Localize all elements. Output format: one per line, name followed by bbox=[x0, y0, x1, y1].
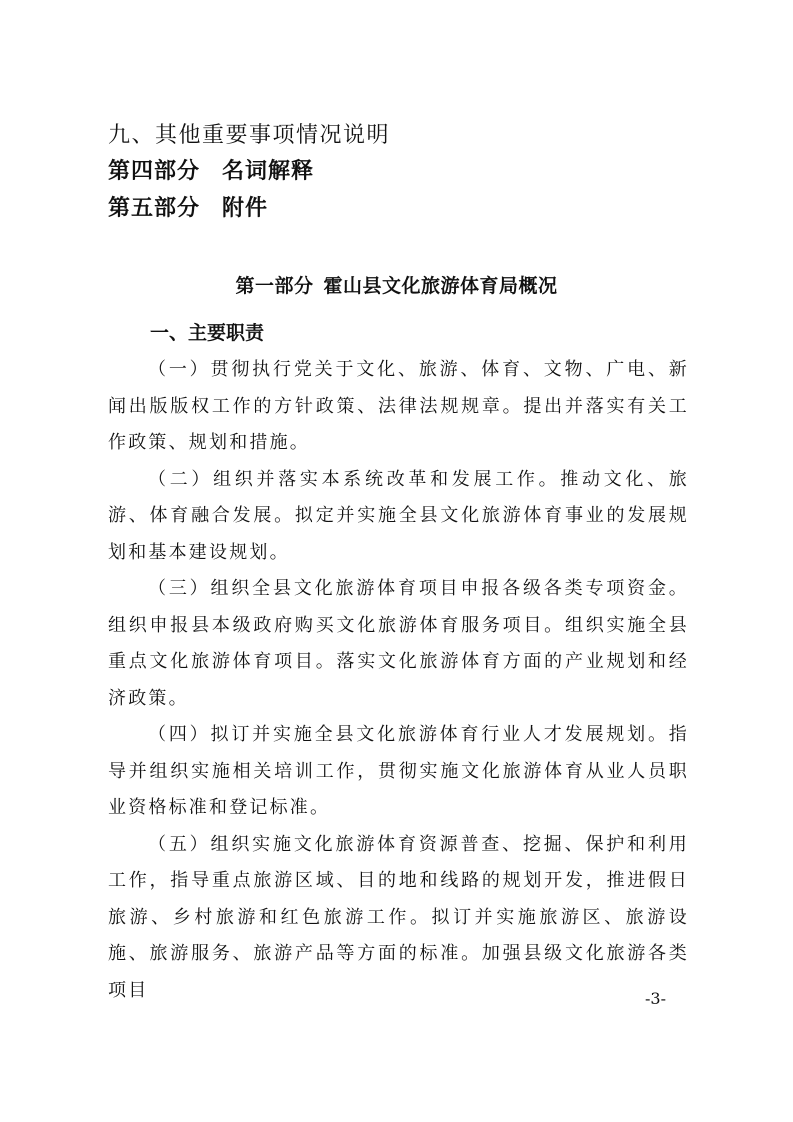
part-1-heading: 霍山县文化旅游体育局概况 bbox=[323, 275, 558, 297]
section-heading: 一、主要职责 bbox=[150, 322, 265, 344]
paragraph: （四）拟订并实施全县文化旅游体育行业人才发展规划。指导并组织实施相关培训工作，贯彻实施文化旅游体育从业人员职业资格标准和登记标准。 bbox=[108, 724, 689, 818]
page-number: -3- bbox=[645, 989, 666, 1008]
paragraph: （五）组织实施文化旅游体育资源普查、挖掘、保护和利用工作，指导重点旅游区域、目的地和线路的规划开发，推进假日旅游、乡村旅游和红色旅游工作。拟订并实施旅游区、旅游设施、旅游服务、旅游产品等方面的标准。加强县级文化旅游各类项目 bbox=[108, 833, 689, 1001]
toc-part-4-title: 名词解释 bbox=[222, 159, 315, 184]
body-text bbox=[108, 352, 689, 1009]
toc-part-5-label: 第五部分 bbox=[108, 196, 201, 221]
part-1-label: 第一部分 bbox=[235, 275, 314, 297]
part-1-title bbox=[0, 272, 793, 300]
paragraph: （三）组织全县文化旅游体育项目申报各级各类专项资金。组织申报县本级政府购买文化旅游体育服务项目。组织实施全县重点文化旅游体育项目。落实文化旅游体育方面的产业规划和经济政策。 bbox=[108, 578, 689, 709]
toc-part-4-label: 第四部分 bbox=[108, 159, 201, 184]
toc-part-5-title: 附件 bbox=[222, 196, 269, 221]
toc-part-5 bbox=[108, 194, 268, 224]
paragraph: （一）贯彻执行党关于文化、旅游、体育、文物、广电、新闻出版版权工作的方针政策、法律法规规章。提出并落实有关工作政策、规划和措施。 bbox=[108, 359, 689, 453]
paragraph: （二）组织并落实本系统改革和发展工作。推动文化、旅游、体育融合发展。拟定并实施全县文化旅游体育事业的发展规划和基本建设规划。 bbox=[108, 468, 689, 563]
toc-item-9: 九、其他重要事项情况说明 bbox=[108, 123, 391, 148]
toc-part-4 bbox=[108, 157, 314, 187]
